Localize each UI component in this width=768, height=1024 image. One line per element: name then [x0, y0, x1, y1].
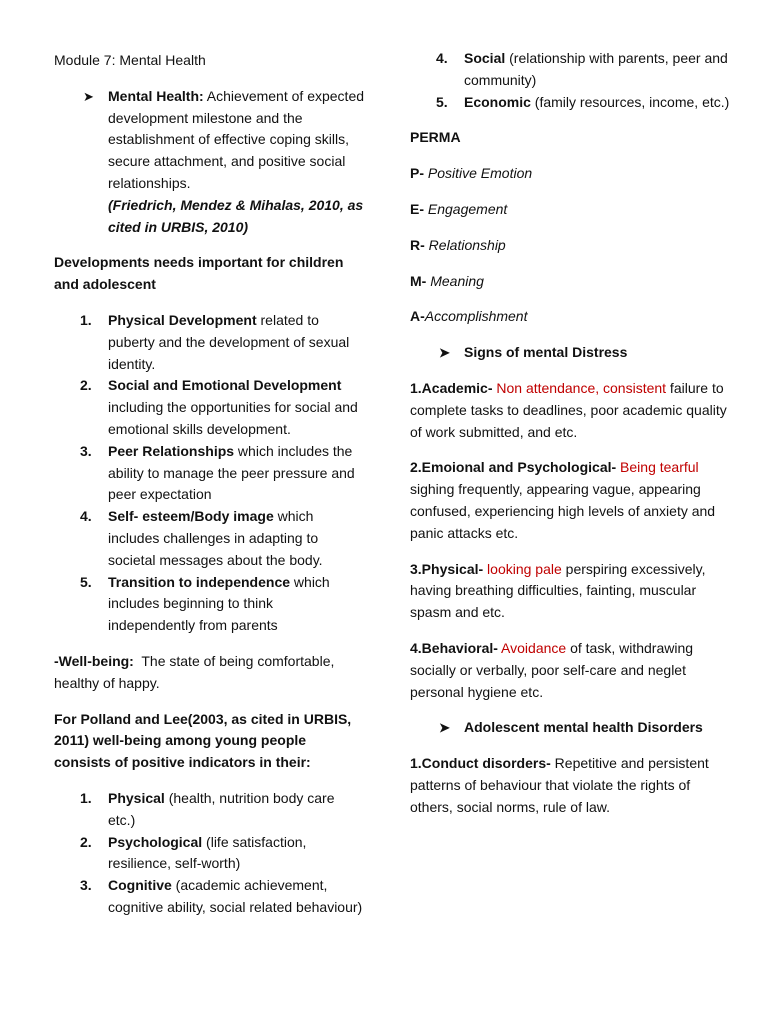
list-item [54, 875, 364, 919]
arrow-bullet-icon: ➤ [83, 88, 94, 104]
perma-title: PERMA [410, 129, 461, 146]
perma-word: Engagement [424, 200, 508, 217]
term: -Well-being: [54, 652, 134, 669]
item-number: 1. [80, 789, 92, 806]
perma-letter: M- [410, 272, 427, 289]
item-term: Cognitive [108, 877, 172, 894]
item-text: (family resources, income, etc.) [530, 93, 730, 110]
perma-letter: E- [410, 200, 424, 217]
distress-sign [410, 559, 730, 624]
item-term: Social and Emotional Development [108, 377, 342, 394]
sign-text: of task, withdrawing socially or verbally, poor self-care and neglet personal hygiene etc. [410, 639, 694, 700]
heading-text: Signs of mental Distress [464, 344, 628, 361]
list-item [54, 310, 364, 375]
distress-sign [410, 638, 730, 703]
sign-label: 2.Emoional and Psychological- [410, 459, 617, 476]
perma-word: Accomplishment [424, 308, 528, 325]
dev-needs-list [54, 310, 364, 637]
list-item [410, 92, 730, 114]
item-term: Physical [108, 789, 165, 806]
item-text: including the opportunities for social and emotional skills development. [108, 399, 358, 437]
item-term: Physical Development [108, 311, 257, 328]
item-number: 5. [436, 93, 448, 110]
perma-letter: R- [410, 236, 425, 253]
item-number: 2. [80, 833, 92, 850]
perma-word: Positive Emotion [424, 165, 533, 182]
item-text: which includes beginning to think independently from parents [108, 573, 330, 634]
list-item [410, 48, 730, 92]
dev-heading: Developments needs important for children and adolescent [54, 254, 344, 293]
citation: (Friedrich, Mendez & Mihalas, 2010, as cited in URBIS, 2010) [108, 196, 364, 235]
distress-heading [410, 342, 730, 364]
item-number: 3. [80, 442, 92, 459]
perma-item [410, 235, 730, 257]
indicators-list-continued [410, 48, 730, 113]
sign-label: 1.Academic- [410, 379, 493, 396]
wellbeing-definition [54, 651, 364, 695]
sign-text: failure to complete tasks to deadlines, poor academic quality of work submitted, and etc. [410, 379, 727, 440]
perma-letter: P- [410, 165, 424, 182]
arrow-bullet-icon: ➤ [439, 345, 450, 361]
item-term: Psychological [108, 833, 203, 850]
sign-highlight: Avoidance [497, 639, 567, 656]
definition: The state of being comfortable, healthy of happy. [54, 652, 339, 691]
list-item [54, 441, 364, 506]
list-item [54, 506, 364, 571]
item-number: 4. [80, 508, 92, 525]
disorder-text: Repetitive and persistent patterns of behaviour that violate the rights of others, social norms, rule of law. [410, 755, 709, 815]
item-text: (academic achievement, cognitive ability, social related behaviour) [108, 877, 363, 915]
polland-heading: For Polland and Lee(2003, as cited in URBIS, 2011) well-being among young people consists of positive indicators in their: [54, 710, 352, 771]
item-number: 5. [80, 573, 92, 590]
indicators-list [54, 788, 364, 919]
perma-item [410, 199, 730, 221]
left-column [54, 48, 364, 919]
right-column [410, 48, 730, 833]
item-text: (life satisfaction, resilience, self-worth) [108, 833, 307, 872]
sign-text: sighing frequently, appearing vague, appearing confused, experiencing high levels of anxiety and panic attacks etc. [410, 481, 716, 541]
item-term: Self- esteem/Body image [108, 508, 274, 525]
item-text: (health, nutrition body care etc.) [108, 789, 335, 828]
item-number: 3. [80, 877, 92, 894]
sign-highlight: Being tearful [616, 459, 699, 476]
module-title: Module 7: Mental Health [54, 52, 206, 68]
item-number: 2. [80, 377, 92, 394]
sign-highlight: Non attendance, consistent [492, 379, 667, 396]
item-term: Social [464, 50, 506, 66]
list-item [54, 572, 364, 637]
term: Mental Health: [108, 87, 204, 104]
item-term: Transition to independence [108, 573, 291, 590]
arrow-bullet-icon: ➤ [439, 720, 450, 736]
item-text: (relationship with parents, peer and community) [464, 50, 728, 88]
definition: Achievement of expected development milestone and the establishment of effective coping skills, secure attachment, and positive social relationships. [108, 87, 365, 191]
perma-word: Relationship [424, 236, 506, 253]
list-item [54, 788, 364, 832]
item-number: 1. [80, 311, 92, 328]
sign-label: 4.Behavioral- [410, 639, 498, 656]
item-text: which includes the ability to manage the peer pressure and peer expectation [108, 442, 355, 503]
item-term: Economic [464, 93, 531, 110]
perma-letter: A- [410, 308, 425, 325]
distress-sign [410, 378, 730, 443]
sign-highlight: looking pale [483, 560, 562, 577]
disorder-label: 1.Conduct disorders- [410, 755, 551, 772]
list-item [54, 832, 364, 876]
mental-health-definition [54, 86, 364, 239]
item-number: 4. [436, 50, 448, 66]
perma-word: Meaning [426, 272, 484, 289]
distress-sign [410, 457, 730, 544]
perma-item [410, 163, 730, 185]
list-item [54, 375, 364, 440]
heading-text: Adolescent mental health Disorders [464, 719, 703, 736]
item-term: Peer Relationships [108, 442, 235, 459]
perma-item [410, 306, 730, 328]
item-text: related to puberty and the development of sexual identity. [108, 311, 350, 372]
disorder-item [410, 753, 730, 818]
item-text: which includes challenges in adapting to societal messages about the body. [108, 508, 323, 568]
disorders-heading [410, 717, 730, 739]
sign-text: perspiring excessively, having breathing difficulties, fainting, muscular spasm and etc. [410, 560, 706, 621]
sign-label: 3.Physical- [410, 560, 484, 577]
perma-item [410, 271, 730, 293]
